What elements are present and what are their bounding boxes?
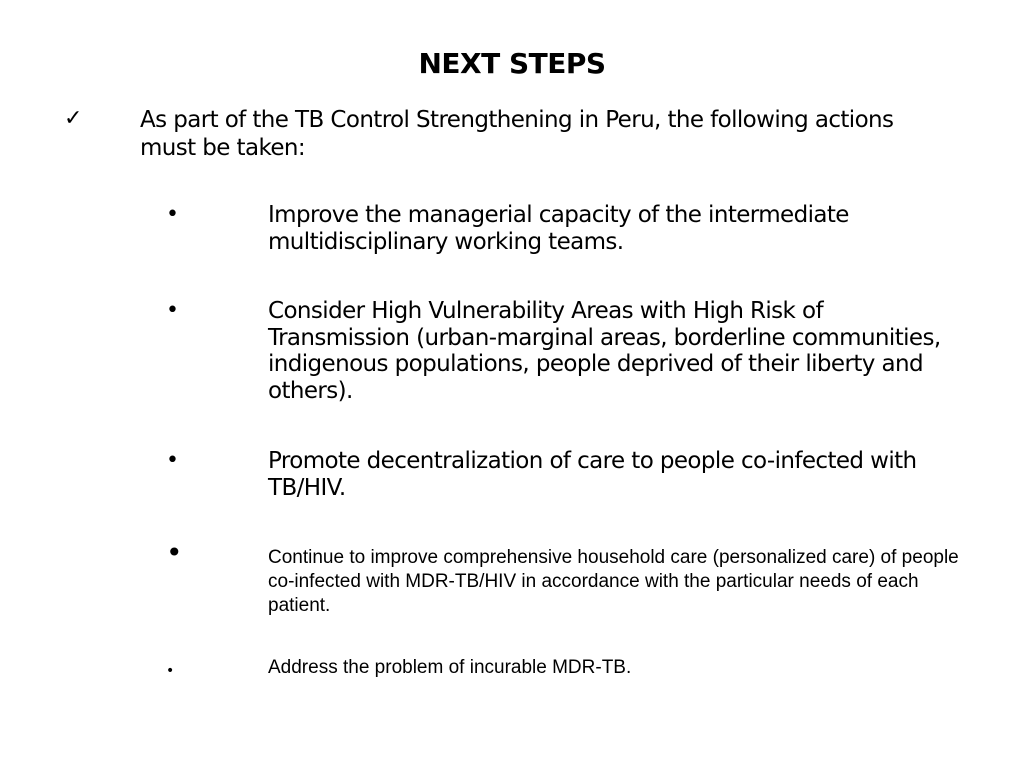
bullet-icon: • [166, 298, 179, 323]
checkmark-icon: ✓ [64, 106, 83, 131]
intro-text: As part of the TB Control Strengthening in Peru, the following actions must be taken: [140, 107, 894, 161]
bullet-icon: • [166, 536, 183, 569]
bullet-icon: • [166, 202, 179, 227]
list-item-4: Continue to improve comprehensive household care (personalized care) of people co-infected with MDR-TB/HIV in accordance with the particular needs of each patient. [268, 547, 959, 616]
list-item-1: Improve the managerial capacity of the intermediate multidisciplinary working teams. [268, 202, 849, 255]
list-item-5: Address the problem of incurable MDR-TB. [268, 657, 632, 678]
list-item-3: Promote decentralization of care to people co-infected with TB/HIV. [268, 448, 917, 501]
bullet-icon: • [166, 663, 175, 679]
bullet-icon: • [166, 448, 179, 473]
page-title: NEXT STEPS [418, 47, 606, 80]
list-item-2: Consider High Vulnerability Areas with High Risk of Transmission (urban-marginal areas, borderline communities, indigenous populations, people deprived of their liberty and others). [268, 298, 941, 404]
